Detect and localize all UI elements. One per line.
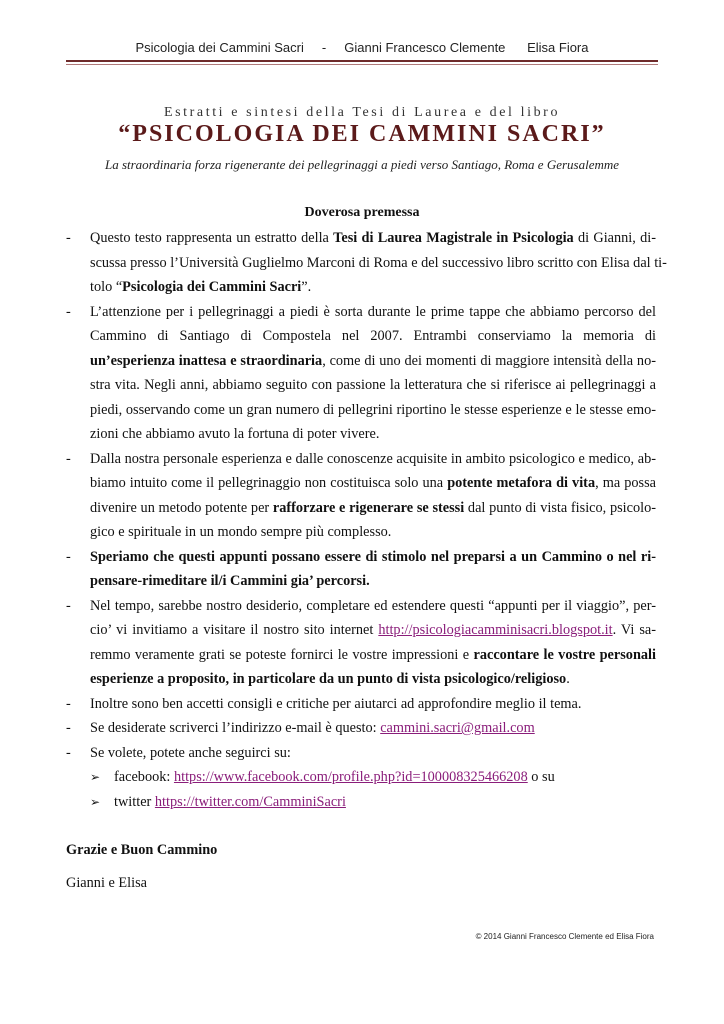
dash-bullet: - (66, 597, 71, 614)
twitter-link[interactable]: https://twitter.com/CamminiSacri (154, 793, 346, 810)
text-line: scussa presso l’Università Guglielmo Marconi di Roma e del successivo libro scritto con Elisa dal ti- (90, 254, 667, 271)
dash-bullet: - (66, 548, 71, 565)
list-item (66, 447, 656, 545)
closing-greeting: Grazie e Buon Cammino (66, 842, 218, 858)
dash-bullet: - (66, 303, 71, 320)
document-title: “PSICOLOGIA DEI CAMMINI SACRI” (118, 121, 606, 147)
social-item-facebook (66, 765, 656, 790)
text-line: remmo veramente grati se poteste fornirci le vostre impressioni e raccontare le vostre personali (90, 646, 656, 663)
email-link[interactable]: cammini.sacri@gmail.com (380, 720, 535, 736)
text-line: biamo intuito come il pellegrinaggio non costituisca solo una potente metafora di vita, ma possa (90, 475, 656, 491)
document-subtitle: La straordinaria forza rigenerante dei pellegrinaggi a piedi verso Santiago, Roma e Gerusalemme (104, 157, 620, 172)
running-header: Psicologia dei Cammini Sacri - Gianni Francesco Clemente Elisa Fiora (135, 40, 589, 55)
premise-list (66, 226, 667, 814)
facebook-label: facebook: (114, 769, 174, 785)
text-line: un’esperienza inattesa e straordinaria, come di uno dei momenti di maggiore intensità della no- (90, 352, 656, 369)
list-item (66, 545, 656, 594)
social-item-twitter (66, 790, 656, 815)
list-item (66, 716, 656, 741)
header-rule (66, 60, 658, 62)
text-line: Cammino di Santiago di Compostela nel 2007. Entrambi conserviamo la memoria di (90, 328, 656, 344)
text-line: Questo testo rappresenta un estratto della Tesi di Laurea Magistrale in Psicologia di Gianni, di- (90, 230, 657, 246)
document-kicker: Estratti e sintesi della Tesi di Laurea e del libro (163, 105, 561, 120)
facebook-link[interactable]: https://www.facebook.com/profile.php?id=100008325466208 (173, 769, 528, 785)
text-line: Inoltre sono ben accetti consigli e critiche per aiutarci ad approfondire meglio il tema. (90, 695, 582, 712)
dash-bullet: - (66, 230, 71, 246)
dash-bullet: - (66, 744, 71, 761)
blog-link[interactable]: http://psicologiacamminisacri.blogspot.it (378, 622, 613, 638)
list-item (66, 741, 656, 766)
text-line: Nel tempo, sarebbe nostro desiderio, completare ed estendere questi “appunti per il viaggio”, per- (90, 597, 656, 614)
text-line: Se volete, potete anche seguirci su: (90, 744, 291, 761)
arrow-right-icon: ➢ (90, 794, 101, 809)
text-line: piedi, osservando come un gran numero di pellegrini riportino le stesse esperienze e le stesse emo- (90, 401, 656, 418)
signature: Gianni e Elisa (66, 875, 147, 891)
text-line: L’attenzione per i pellegrinaggi a piedi è sorta durante le prime tappe che abbiamo percorso del (90, 303, 656, 320)
dash-bullet: - (66, 720, 71, 736)
text-line: cio’ vi invitiamo a visitare il nostro sito internet http://psicologiacamminisacri.blogspot.it. Vi sa- (90, 622, 656, 638)
list-item (66, 692, 656, 717)
list-item (66, 594, 656, 692)
list-item (66, 300, 656, 447)
section-heading: Doverosa premessa (304, 205, 420, 220)
text-line: divenire un metodo potente per rafforzare e rigenerare se stessi dal punto di vista fisico, psicolo- (90, 499, 657, 516)
text-line: pensare-rimeditare il/i Cammini gia’ percorsi. (90, 573, 370, 589)
text-line: gico e spirituale in un mondo sempre più complesso. (90, 524, 392, 540)
list-item (66, 226, 667, 300)
copyright-footer: © 2014 Gianni Francesco Clemente ed Elisa Fiora (475, 932, 654, 941)
dash-bullet: - (66, 695, 71, 712)
text-line: Dalla nostra personale esperienza e dalle conoscenze acquisite in ambito psicologico e medico, ab- (90, 450, 656, 467)
twitter-label: twitter (114, 793, 155, 810)
text-line: Se desiderate scriverci l’indirizzo e-mail è questo: cammini.sacri@gmail.com (90, 720, 535, 736)
header-rule-secondary (66, 64, 658, 65)
text-line: stra vita. Negli anni, abbiamo seguito con passione la letteratura che si riferisce ai pellegrinaggi a (90, 377, 656, 393)
arrow-right-icon: ➢ (90, 770, 101, 784)
facebook-tail: o su (527, 769, 555, 785)
text-line: esperienze a proposito, in particolare da un punto di vista psicologico/religioso. (90, 671, 570, 687)
dash-bullet: - (66, 450, 71, 467)
text-line: Speriamo che questi appunti possano essere di stimolo nel preparsi a un Cammino o nel ri- (90, 548, 656, 565)
text-line: zioni che abbiamo avuto la fortuna di poter vivere. (90, 426, 380, 442)
text-line: tolo “Psicologia dei Cammini Sacri”. (90, 279, 312, 295)
